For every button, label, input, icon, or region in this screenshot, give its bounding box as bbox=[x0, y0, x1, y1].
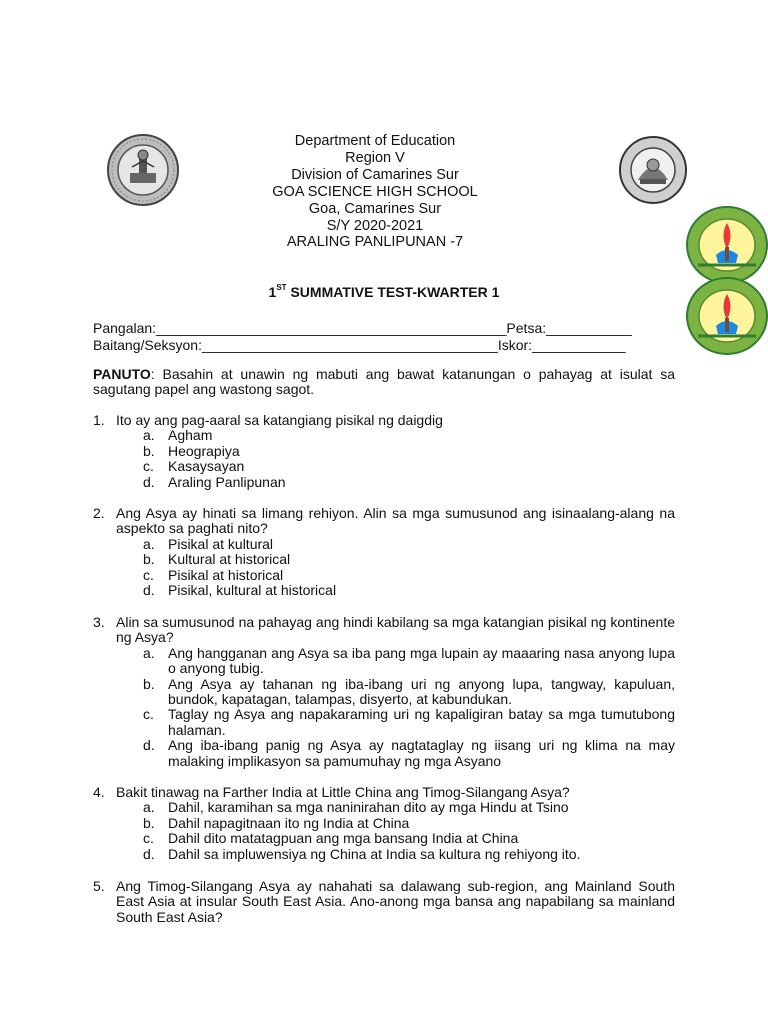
question-2 bbox=[93, 506, 675, 598]
choice-letter: a. bbox=[143, 427, 155, 444]
choice-text: Taglay ng Asya ang napakaraming uri ng kapaligiran batay sa mga tumutubong halaman. bbox=[168, 706, 675, 738]
school-year: S/Y 2020-2021 bbox=[326, 217, 424, 234]
letterhead bbox=[200, 133, 550, 251]
choice-item[interactable] bbox=[143, 537, 675, 552]
school-seal-logo bbox=[106, 133, 180, 207]
directions-label: PANUTO bbox=[93, 366, 151, 382]
question-3 bbox=[93, 615, 675, 769]
division-name: Division of Camarines Sur bbox=[291, 166, 459, 183]
choice-letter: b. bbox=[143, 442, 155, 459]
region-name: Region V bbox=[345, 149, 405, 166]
question-text: Bakit tinawag na Farther India at Little China ang Timog-Silangang Asya? bbox=[116, 784, 570, 800]
choice-item[interactable] bbox=[143, 552, 675, 567]
choice-text: Araling Panlipunan bbox=[168, 473, 286, 490]
choice-text: Ang Asya ay tahanan ng iba-ibang uri ng anyong lupa, tangway, kapuluan, bundok, kapatagan, talampas, disyerto, at kabundukan. bbox=[168, 675, 675, 708]
question-5 bbox=[93, 879, 675, 925]
choice-item[interactable] bbox=[143, 800, 675, 815]
choice-text: Kultural at historical bbox=[168, 551, 291, 568]
choice-item[interactable] bbox=[143, 738, 675, 769]
question-number: 2. bbox=[93, 505, 105, 521]
choice-text: Pisikal, kultural at historical bbox=[168, 582, 337, 599]
name-date-field-line[interactable]: Pangalan:_____________________________________________Petsa:___________ bbox=[93, 320, 632, 336]
choice-text: Heograpiya bbox=[168, 442, 240, 459]
test-title bbox=[0, 284, 768, 300]
choice-letter: a. bbox=[143, 644, 155, 661]
choice-letter: c. bbox=[143, 458, 154, 475]
question-4 bbox=[93, 785, 675, 862]
question-text: Ang Asya ay hinati sa limang rehiyon. Alin sa mga sumusunod ang isinaalang-alang na aspekto sa paghati nito? bbox=[116, 505, 675, 537]
subject-name: ARALING PANLIPUNAN -7 bbox=[286, 234, 464, 251]
choice-text: Dahil dito matatagpuan ang mga bansang India at China bbox=[168, 830, 519, 847]
directions-paragraph bbox=[93, 367, 675, 398]
choice-item[interactable] bbox=[143, 475, 675, 490]
question-text: Ang Timog-Silangang Asya ay nahahati sa dalawang sub-region, ang Mainland South East Asia at insular South East Asia. Ano-anong mga bansa ang napabilang sa mainland South East Asia? bbox=[116, 878, 675, 925]
choice-item[interactable] bbox=[143, 707, 675, 738]
question-number: 5. bbox=[93, 878, 105, 894]
question-number: 4. bbox=[93, 784, 105, 800]
choice-item[interactable] bbox=[143, 444, 675, 459]
choice-text: Ang iba-ibang panig ng Asya ay nagtataglay ng iisang uri ng klima na may malaking implikasyon sa pamumuhay ng mga Asyano bbox=[168, 737, 675, 769]
choice-text: Dahil sa impluwensiya ng China at India sa kultura ng rehiyong ito. bbox=[168, 845, 581, 862]
choice-text: Ang hangganan ang Asya sa iba pang mga lupain ay maaaring nasa anyong lupa o anyong tubig. bbox=[168, 644, 675, 677]
choice-letter: c. bbox=[143, 706, 154, 723]
choice-text: Dahil, karamihan sa mga naninirahan dito ay mga Hindu at Tsino bbox=[168, 799, 569, 816]
choice-item[interactable] bbox=[143, 831, 675, 846]
choice-text: Dahil napagitnaan ito ng India at China bbox=[168, 814, 410, 831]
choice-item[interactable] bbox=[143, 568, 675, 583]
choice-letter: b. bbox=[143, 814, 155, 831]
choice-letter: a. bbox=[143, 535, 155, 552]
choice-letter: d. bbox=[143, 737, 155, 754]
title-ordinal-suffix: ST bbox=[276, 283, 287, 293]
question-number: 1. bbox=[93, 412, 105, 428]
choice-text: Kasaysayan bbox=[168, 458, 245, 475]
section-score-field-line[interactable]: Baitang/Seksyon:______________________________________Iskor:____________ bbox=[93, 337, 626, 353]
choice-letter: d. bbox=[143, 473, 155, 490]
choice-text: Pisikal at kultural bbox=[168, 535, 274, 552]
choice-text: Pisikal at historical bbox=[168, 566, 284, 583]
choice-item[interactable] bbox=[143, 816, 675, 831]
question-text: Ito ay ang pag-aaral sa katangiang pisikal ng daigdig bbox=[116, 412, 443, 428]
title-text: SUMMATIVE TEST-KWARTER 1 bbox=[286, 284, 500, 300]
choice-item[interactable] bbox=[143, 677, 675, 708]
choice-item[interactable] bbox=[143, 428, 675, 443]
choice-item[interactable] bbox=[143, 646, 675, 677]
choice-item[interactable] bbox=[143, 459, 675, 474]
school-location: Goa, Camarines Sur bbox=[308, 200, 442, 217]
deped-division-seal-logo-top bbox=[686, 205, 768, 285]
choice-item[interactable] bbox=[143, 583, 675, 598]
school-name: GOA SCIENCE HIGH SCHOOL bbox=[272, 183, 478, 200]
choice-item[interactable] bbox=[143, 847, 675, 862]
department-name: Department of Education bbox=[294, 133, 456, 149]
choice-letter: b. bbox=[143, 675, 155, 692]
choice-letter: b. bbox=[143, 551, 155, 568]
choice-letter: a. bbox=[143, 799, 155, 816]
question-1 bbox=[93, 413, 675, 490]
choice-letter: c. bbox=[143, 830, 154, 847]
choice-letter: d. bbox=[143, 582, 155, 599]
title-number: 1 bbox=[268, 284, 277, 300]
directions-text: : Basahin at unawin ng mabuti ang bawat katanungan o pahayag at isulat sa sagutang papel ang wastong sagot. bbox=[93, 366, 675, 398]
question-number: 3. bbox=[93, 614, 105, 630]
choice-text: Agham bbox=[168, 427, 213, 444]
choice-letter: c. bbox=[143, 566, 154, 583]
choice-letter: d. bbox=[143, 845, 155, 862]
division-seal-logo bbox=[618, 135, 688, 205]
question-text: Alin sa sumusunod na pahayag ang hindi kabilang sa mga katangian pisikal ng kontinente ng Asya? bbox=[116, 614, 675, 646]
